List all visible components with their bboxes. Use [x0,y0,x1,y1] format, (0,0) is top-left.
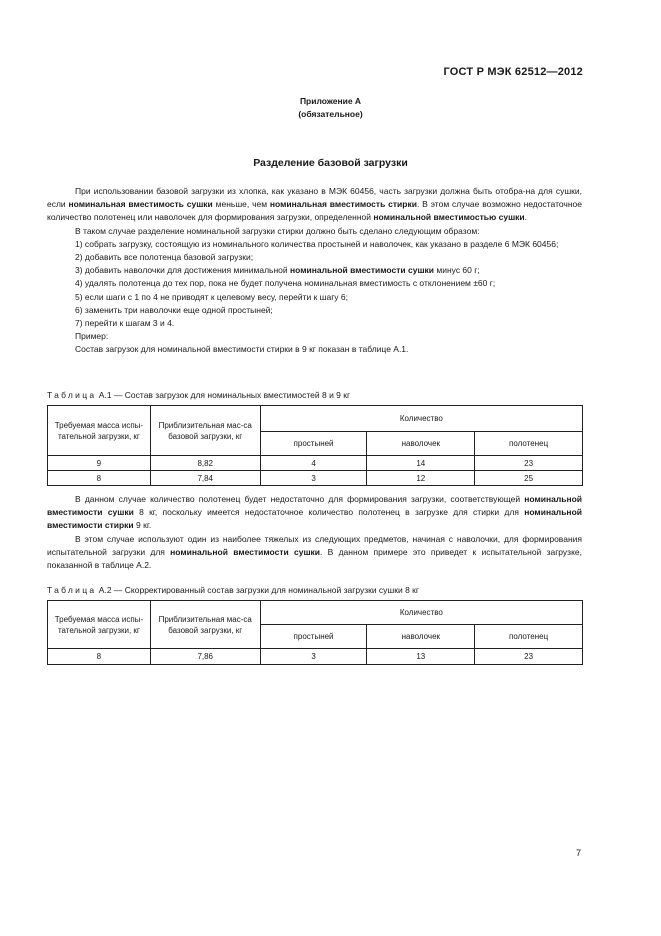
cell: 7,84 [150,471,260,486]
col-header-mass: Требуемая масса испы-тательной загрузки, кг [48,406,151,456]
table-row [48,649,583,665]
middle-text [47,493,582,572]
middle-paragraph-1: В данном случае количество полотенец будет недостаточно для формирования загрузки, соответствующей номинальной вместимости сушки 8 кг, поскольку имеется недостаточное количество полотенец в загрузке для стирки для номинальной вместимости стирки 9 кг. [47,494,582,531]
cell: 14 [367,456,475,471]
cell: 23 [475,456,583,471]
cell: 25 [475,471,583,486]
step-5: 5) если шаги с 1 по 4 не приводят к целевому весу, перейти к шагу 6; [75,291,349,302]
middle-paragraph-2: В этом случае используют один из наиболее тяжелых из следующих предметов, начиная с наволочки, для формирования испытательной загрузки для номинальной вместимости сушки. В данном примере это приведет к испытательной загрузке, показанной в таблице А.2. [47,533,582,571]
example-text: Состав загрузок для номинальной вместимости стирки в 9 кг показан в таблице А.1. [75,344,409,355]
appendix-type: (обязательное) [298,109,363,119]
appendix-title: Приложение А [299,96,362,106]
cell: 8 [48,471,151,486]
col-header-sheets: простыней [260,625,367,649]
table-a2 [47,600,583,665]
appendix-heading [0,95,661,121]
step-4: 4) удалять полотенца до тех пор, пока не будет получена номинальная вместимость с отклонением ±60 г; [75,278,496,289]
cell: 7,86 [150,649,260,665]
example-label: Пример: [75,331,109,342]
page-number: 7 [575,848,581,858]
intro-paragraph: При использовании базовой загрузки из хлопка, как указано в МЭК 60456, часть загрузки должна быть отобра-на для сушки, если номинальная вместимость сушки меньше, чем номинальная вместимость стирки. В этом случае возможно недостаточное количество полотенец или наволочек для формирования загрузки, определенной номинальной вместимостью сушки. [47,186,582,223]
cell: 8 [48,649,151,665]
col-header-pillowcases: наволочек [367,625,475,649]
table-row [48,456,583,471]
step-2: 2) добавить все полотенца базовой загрузки; [75,252,254,263]
col-header-approx: Приблизительная мас-са базовой загрузки, кг [150,406,260,456]
table-row [48,471,583,486]
cell: 12 [367,471,475,486]
col-header-towels: полотенец [475,432,583,456]
cell: 23 [475,649,583,665]
table2-caption: Таблица А.2 — Скорректированный состав загрузки для номинальной загрузки сушки 8 кг [47,585,419,595]
table-a1 [47,405,583,486]
cell: 4 [260,456,367,471]
col-header-mass: Требуемая масса испы-тательной загрузки, кг [48,601,151,649]
col-header-sheets: простыней [260,432,367,456]
intro-text [47,185,582,357]
col-header-towels: полотенец [475,625,583,649]
cell: 3 [260,471,367,486]
document-header: ГОСТ Р МЭК 62512—2012 [443,66,583,78]
step-6: 6) заменить три наволочки еще одной простыней; [75,304,273,315]
step-1: 1) собрать загрузку, состоящую из номинального количества простыней и наволочек, как указано в разделе 6 МЭК 60456; [75,238,559,249]
col-header-approx: Приблизительная мас-са базовой загрузки, кг [150,601,260,649]
cell: 3 [260,649,367,665]
col-header-pillowcases: наволочек [367,432,475,456]
cell: 13 [367,649,475,665]
cell: 9 [48,456,151,471]
step-3: 3) добавить наволочки для достижения минимальной номинальной вместимости сушки минус 60 г; [75,265,480,276]
procedure-intro: В таком случае разделение номинальной загрузки стирки должно быть сделано следующим образом: [75,225,480,236]
col-header-quantity: Количество [260,601,582,625]
table1-caption: Таблица А.1 — Состав загрузок для номинальных вместимостей 8 и 9 кг [47,390,351,400]
cell: 8,82 [150,456,260,471]
section-title: Разделение базовой загрузки [253,157,408,169]
step-7: 7) перейти к шагам 3 и 4. [75,318,175,329]
col-header-quantity: Количество [260,406,582,432]
